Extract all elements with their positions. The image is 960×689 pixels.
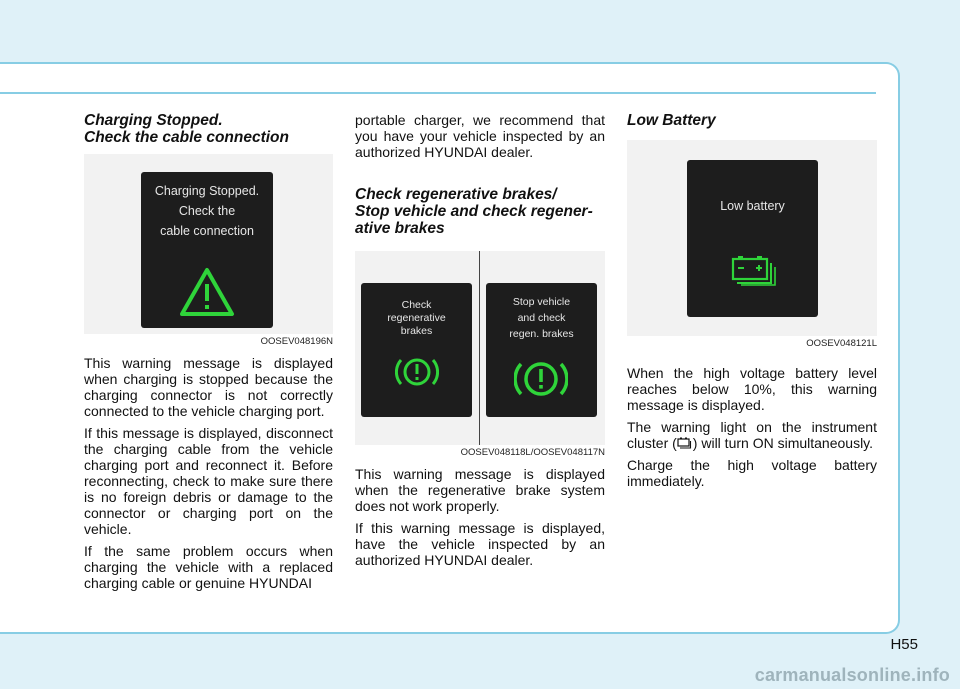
paragraph: If this warning message is displayed, have the vehicle inspected by an authorized HYUNDAI dealer. bbox=[355, 520, 605, 568]
regen-brakes-figure bbox=[355, 251, 605, 445]
figure-code: OOSEV048118L/OOSEV048117N bbox=[460, 447, 605, 458]
header-rule bbox=[0, 92, 876, 94]
low-battery-heading: Low Battery bbox=[627, 112, 716, 129]
paragraph: When the high voltage battery level reaches below 10%, this warning message is displayed. bbox=[627, 365, 877, 413]
charging-stopped-screen: Charging Stopped. Check the cable connection bbox=[141, 172, 273, 328]
paragraph: portable charger, we recommend that you have your vehicle inspected by an authorized HYUNDAI dealer. bbox=[355, 112, 605, 160]
paragraph: The warning light on the instrument cluster ( ) will turn ON simultaneously. bbox=[627, 419, 877, 451]
battery-icon bbox=[731, 254, 777, 286]
figure-code: OOSEV048121L bbox=[806, 338, 877, 349]
paragraph: If this message is displayed, disconnect the charging cable from the vehicle charging port and reconnect it. Before reconnecting, check to make sure there is no foreign debris or damage to the connector or charging port on the vehicle. bbox=[84, 425, 333, 537]
paragraph: If the same problem occurs when charging the vehicle with a replaced charging cable or genuine HYUNDAI bbox=[84, 543, 333, 591]
low-battery-screen: Low battery bbox=[687, 160, 818, 317]
regen-brakes-heading: Check regenerative brakes/ Stop vehicle and check regener- ative brakes bbox=[355, 186, 593, 237]
figure-divider bbox=[479, 251, 480, 445]
paragraph: This warning message is displayed when the regenerative brake system does not work properly. bbox=[355, 466, 605, 514]
low-battery-figure bbox=[627, 140, 877, 336]
charging-stopped-heading: Charging Stopped. Check the cable connection bbox=[84, 112, 289, 146]
paragraph: This warning message is displayed when charging is stopped because the charging connector is not correctly connected to the vehicle charging port. bbox=[84, 355, 333, 419]
right-column bbox=[627, 112, 877, 495]
brake-warning-icon bbox=[395, 354, 439, 390]
battery-icon bbox=[677, 437, 693, 450]
charging-stopped-figure bbox=[84, 154, 333, 334]
middle-column bbox=[355, 112, 605, 574]
left-column bbox=[84, 112, 333, 597]
check-regen-brakes-screen: Check regenerative brakes bbox=[361, 283, 472, 417]
paragraph: Charge the high voltage battery immediately. bbox=[627, 457, 877, 489]
stop-vehicle-screen: Stop vehicle and check regen. brakes bbox=[486, 283, 597, 417]
watermark: carmanualsonline.info bbox=[754, 665, 950, 685]
page-number: H55 bbox=[890, 636, 918, 653]
warning-triangle-icon bbox=[178, 266, 236, 318]
figure-code: OOSEV048196N bbox=[260, 336, 333, 347]
brake-warning-icon bbox=[514, 357, 568, 401]
